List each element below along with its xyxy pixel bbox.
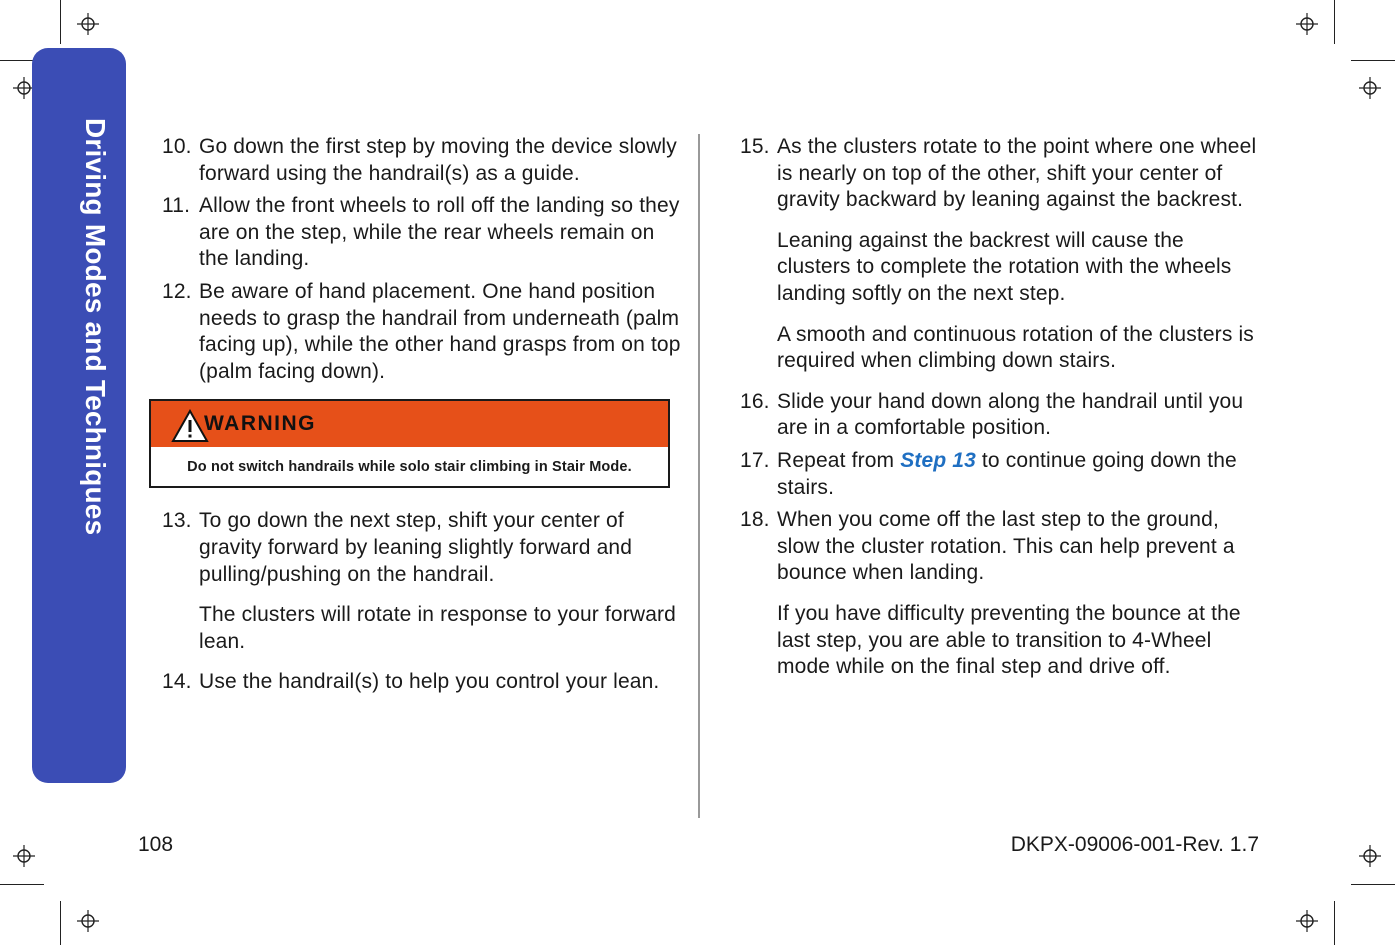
step-text-suffix: to continue going down the stairs. [777,448,1237,499]
step-text: As the clusters rotate to the point where one wheel is nearly on top of the other, shift your center of gravity backward by leaning against the backrest. [777,135,1257,212]
step-note: A smooth and continuous rotation of the clusters is required when climbing down stairs. [777,322,1254,373]
step-text: Be aware of hand placement. One hand position needs to grasp the handrail from underneath (palm facing up), while the other hand grasps from on top (palm facing down). [199,279,681,383]
step-number: 15. [740,135,770,158]
list-item [162,669,682,696]
step-number: 18. [740,508,770,532]
step-number: 14. [162,670,192,694]
page-number: 108 [138,833,174,856]
step-text: Go down the first step by moving the device slowly forward using the handrail(s) as a guide. [199,135,677,185]
right-column [740,134,1260,687]
list-item [162,508,682,588]
step-number: 10. [162,135,192,158]
list-item [740,134,1260,214]
document-id: DKPX-09006-001-Rev. 1.7 [1010,833,1259,856]
list-item [162,193,682,273]
left-column [162,134,682,702]
registration-mark-icon [13,845,35,867]
step-number: 12. [162,279,192,303]
step-text-prefix: Repeat from [777,448,901,472]
warning-text: Do not switch handrails while solo stair climbing in Stair Mode. [187,459,632,476]
warning-label: WARNING [204,412,316,436]
list-item [162,134,682,187]
list-item [740,389,1260,442]
registration-mark-icon [1296,910,1318,932]
warning-box [149,399,670,488]
step-text: To go down the next step, shift your center of gravity forward by leaning slightly forward and pulling/pushing on the handrail. [199,509,633,586]
list-item [162,279,682,385]
registration-mark-icon [1359,845,1381,867]
step-number: 13. [162,509,192,533]
step-note: If you have difficulty preventing the bounce at the last step, you are able to transition to 4-Wheel mode while on the final step and drive off. [777,601,1241,679]
step-text: When you come off the last step to the ground, slow the cluster rotation. This can help prevent a bounce when landing. [777,508,1235,585]
step-number: 11. [162,194,191,218]
column-divider [698,134,700,818]
registration-mark-icon [77,13,99,35]
step-text: Use the handrail(s) to help you control your lean. [199,670,660,694]
registration-mark-icon [77,910,99,932]
step-note: Leaning against the backrest will cause the clusters to complete the rotation with the wheels landing softly on the next step. [777,228,1232,305]
registration-mark-icon [1359,77,1381,99]
crop-mark [1351,60,1395,61]
crop-mark [1334,901,1335,945]
warning-header [151,401,668,447]
registration-mark-icon [1296,13,1318,35]
section-title: Driving Modes and Techniques [80,118,111,536]
crop-mark [1351,884,1395,885]
step-number: 17. [740,448,770,472]
step-number: 16. [740,389,770,413]
step-text: Allow the front wheels to roll off the landing so they are on the step, while the rear wheels remain on the landing. [199,194,680,271]
crop-mark [1334,0,1335,44]
list-item [740,448,1260,501]
crop-mark [60,901,61,945]
step-13-link[interactable]: Step 13 [900,448,976,472]
list-item [740,507,1260,587]
step-note: The clusters will rotate in response to your forward lean. [199,603,676,653]
step-text: Slide your hand down along the handrail until you are in a comfortable position. [777,389,1244,440]
crop-mark [0,884,44,885]
crop-mark [60,0,61,44]
